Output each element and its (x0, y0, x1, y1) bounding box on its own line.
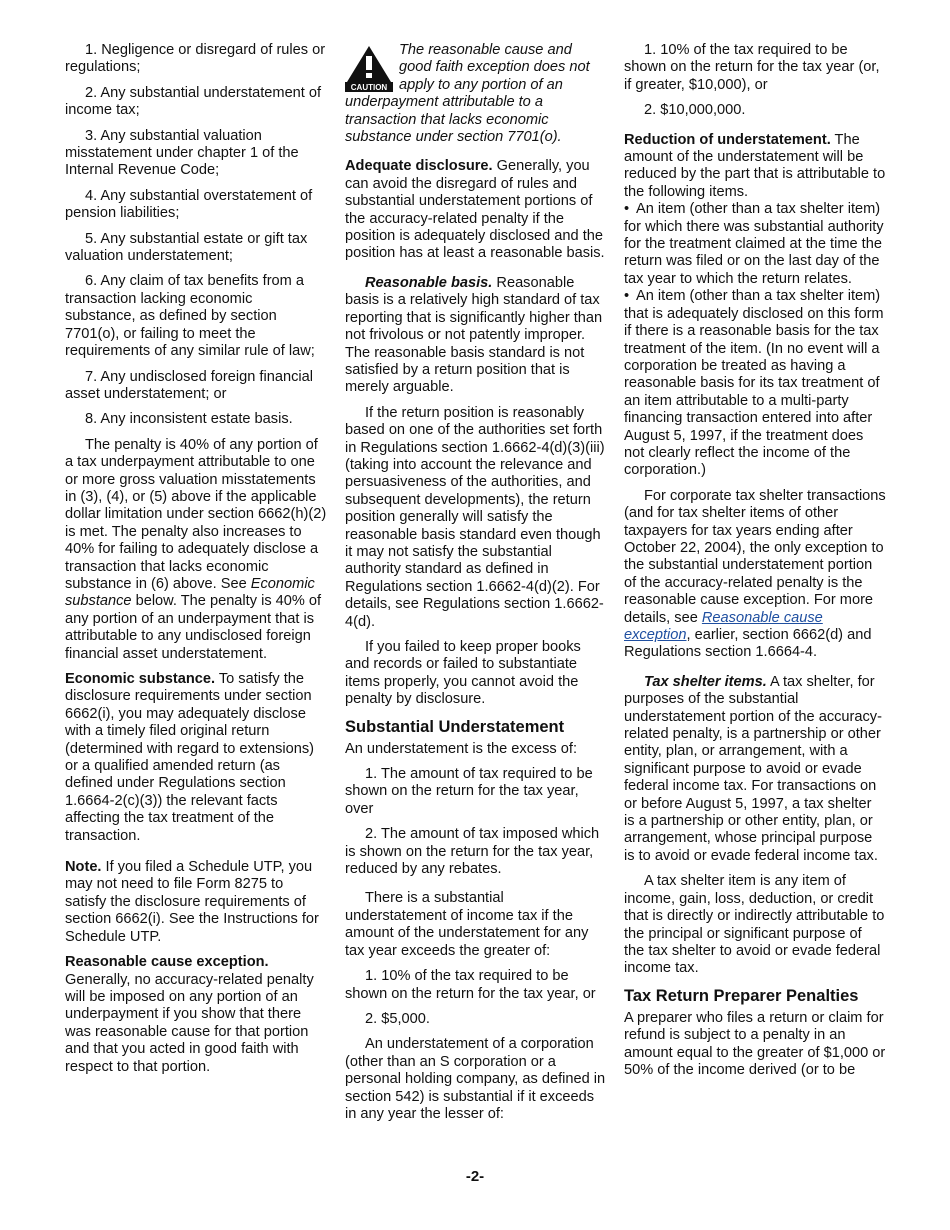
list-item: 7. Any undisclosed foreign financial asset understatement; or (65, 368, 313, 402)
reasonable-cause-heading: Reasonable cause exception. (65, 954, 269, 971)
column-left (65, 42, 327, 1084)
reduction-heading: Reduction of understatement. (624, 131, 831, 148)
preparer-penalties-text: A preparer who files a return or claim for refund is subject to a penalty in an amount equal to the greater of $1,000 or 50% of the income derived (or to be (624, 1009, 886, 1078)
list-item: 8. Any inconsistent estate basis. (85, 411, 293, 428)
economic-substance-paragraph: Economic substance. To satisfy the disclosure requirements under section 6662(i), you may adequately disclose with a timely filed original return (determined with regard to extensions) or a qualified amended return (as defined under Regulations section 1.6664-2(c)(3)) the relevant facts affecting the tax treatment of the transaction. (65, 671, 315, 844)
bullet-item: • An item (other than a tax shelter item) that is adequately disclosed on this form if there is a reasonable basis for the tax treatment of the item. (In no event will a corporation be treated as having a reasonable basis for its tax treatment of an item attributable to a multi-party financing transaction entered into after August 5, 1997, if the treatment does not clearly reflect the income of the corporation.) (624, 288, 884, 479)
bullet-icon: • (624, 201, 630, 218)
column-right (624, 42, 886, 1087)
list-item: 4. Any substantial overstatement of pension liabilities; (65, 187, 313, 222)
caution-text: The reasonable cause and good faith exception does not apply to any portion of an underpayment attributable to a transaction that lacks economic substance under section 7701(o). (345, 42, 590, 146)
tax-shelter-heading: Tax shelter items. (644, 673, 767, 690)
column-middle (345, 42, 607, 1131)
note-heading: Note. (65, 859, 102, 876)
list-item: 2. Any substantial understatement of income tax; (65, 84, 322, 119)
caution-label: CAUTION (350, 83, 388, 92)
caution-block (345, 42, 607, 146)
caution-icon (345, 44, 393, 92)
list-item: 6. Any claim of tax benefits from a transaction lacking economic substance, as defined by section 7701(o), or failing to meet the requirements of any similar rule of law; (65, 273, 315, 360)
list-item: 1. Negligence or disregard of rules or regulations; (65, 42, 326, 76)
understatement-intro: An understatement is the excess of: (345, 740, 578, 757)
tax-shelter-item-paragraph: A tax shelter item is any item of income, gain, loss, deduction, or credit that is directly or indirectly attributable to the principal or significant purpose of the tax shelter to avoid or evade federal income tax. (624, 873, 885, 977)
note-paragraph: Note. If you filed a Schedule UTP, you may not need to file Form 8275 to satisfy the disclosure requirements of section 6662(i). See the Instructions for Schedule UTP. (65, 859, 319, 945)
reasonable-cause-text: Generally, no accuracy-related penalty will be imposed on any portion of an underpayment if you show that there was reasonable cause for that portion and that you acted in good faith with respect to that portion. (65, 971, 314, 1075)
substantial-paragraph: There is a substantial understatement of income tax if the amount of the understatement for any tax year exceeds the greater of: (345, 890, 589, 959)
list-item: 1. 10% of the tax required to be shown on the return for the tax year, or (345, 968, 596, 1002)
bullet-icon: • (624, 288, 630, 305)
list-item: 2. The amount of tax imposed which is shown on the return for the tax year, reduced by any rebates. (345, 826, 600, 878)
list-item: 1. 10% of the tax required to be shown on the return for the tax year (or, if greater, $10,000), or (624, 42, 880, 93)
preparer-penalties-heading: Tax Return Preparer Penalties (624, 986, 859, 1005)
corporation-paragraph: An understatement of a corporation (other than an S corporation or a personal holding company, as defined in section 542) is substantial if it exceeds in any year the lesser of: (345, 1036, 606, 1122)
economic-substance-heading: Economic substance. (65, 671, 216, 687)
reduction-paragraph: Reduction of understatement. The amount of the understatement will be reduced by the part that is attributable to the following items. (624, 131, 886, 200)
reasonable-basis-heading: Reasonable basis. (365, 274, 493, 291)
list-item: 2. $10,000,000. (644, 102, 746, 119)
substantial-understatement-heading: Substantial Understatement (345, 717, 565, 736)
penalty-paragraph: The penalty is 40% of any portion of a tax underpayment attributable to one or more gross valuation misstatements in (3), (4), or (5) above if the applicable dollar limitation under section 6662(h)(2) is met. The penalty also increases to 40% for failing to adequately disclose a transaction that lacks economic substance in (6) above. See Economic substance below. The penalty is 40% of any portion of an underpayment that is attributable to any undisclosed foreign financial asset understatement. (65, 436, 327, 662)
list-item: 5. Any substantial estate or gift tax valuation understatement; (65, 230, 308, 265)
tax-shelter-paragraph: Tax shelter items. A tax shelter, for purposes of the substantial understatement portion of the accuracy-related penalty, is a partnership or other entity, plan, or arrangement, with a significant purpose to avoid or evade federal income tax. For transactions on or before August 5, 1997, a tax shelter is a partnership or other entity, plan, or arrangement, whose principal purpose is to avoid or evade federal income tax. (624, 673, 882, 864)
adequate-disclosure-heading: Adequate disclosure. (345, 158, 493, 175)
bullet-item: • An item (other than a tax shelter item) for which there was substantial authority for the treatment claimed at the time the return was filed or on the last day of the tax year to which the return relates. (624, 201, 884, 287)
list-item: 3. Any substantial valuation misstatement under chapter 1 of the Internal Revenue Code; (65, 127, 299, 179)
list-item: 2. $5,000. (365, 1010, 430, 1027)
list-item: 1. The amount of tax required to be shown on the return for the tax year, over (345, 766, 593, 817)
books-paragraph: If you failed to keep proper books and records or failed to substantiate items properly, you cannot avoid the penalty by disclosure. (345, 639, 581, 708)
reasonable-basis-paragraph-2: If the return position is reasonably based on one of the authorities set forth in Regulations section 1.6662-4(d)(3)(iii) (taking into account the relevance and persuasiveness of the authorities, and subsequent developments), the return position generally will satisfy the reasonable basis standard even though it may not satisfy the substantial authority standard as defined in Regulations section 1.6662-4(d)(2). For details, see Regulations section 1.6662-4(d). (345, 404, 605, 630)
reasonable-cause-link[interactable]: Reasonable cause exception (624, 609, 823, 643)
adequate-disclosure-paragraph: Adequate disclosure. Generally, you can avoid the disregard of rules and substantial understatement portions of the accuracy-related penalty if the position is adequately disclosed and the position has at least a reasonable basis. (345, 158, 605, 262)
reasonable-basis-paragraph: Reasonable basis. Reasonable basis is a relatively high standard of tax reporting that is significantly higher than not frivolous or not patently improper. The reasonable basis standard is not satisfied by a return position that is merely arguable. (345, 274, 603, 396)
corporate-shelter-paragraph: For corporate tax shelter transactions (and for tax shelter items of other taxpayers for tax years ending after October 22, 2004), the only exception to the substantial understatement portion of the accuracy-related penalty is the reasonable cause exception. For more details, see Reasonable cause exception, earlier, section 6662(d) and Regulations section 1.6664-4. (624, 487, 886, 661)
page-number: -2- (465, 1168, 485, 1185)
economic-substance-ref: Economic substance (65, 575, 315, 610)
